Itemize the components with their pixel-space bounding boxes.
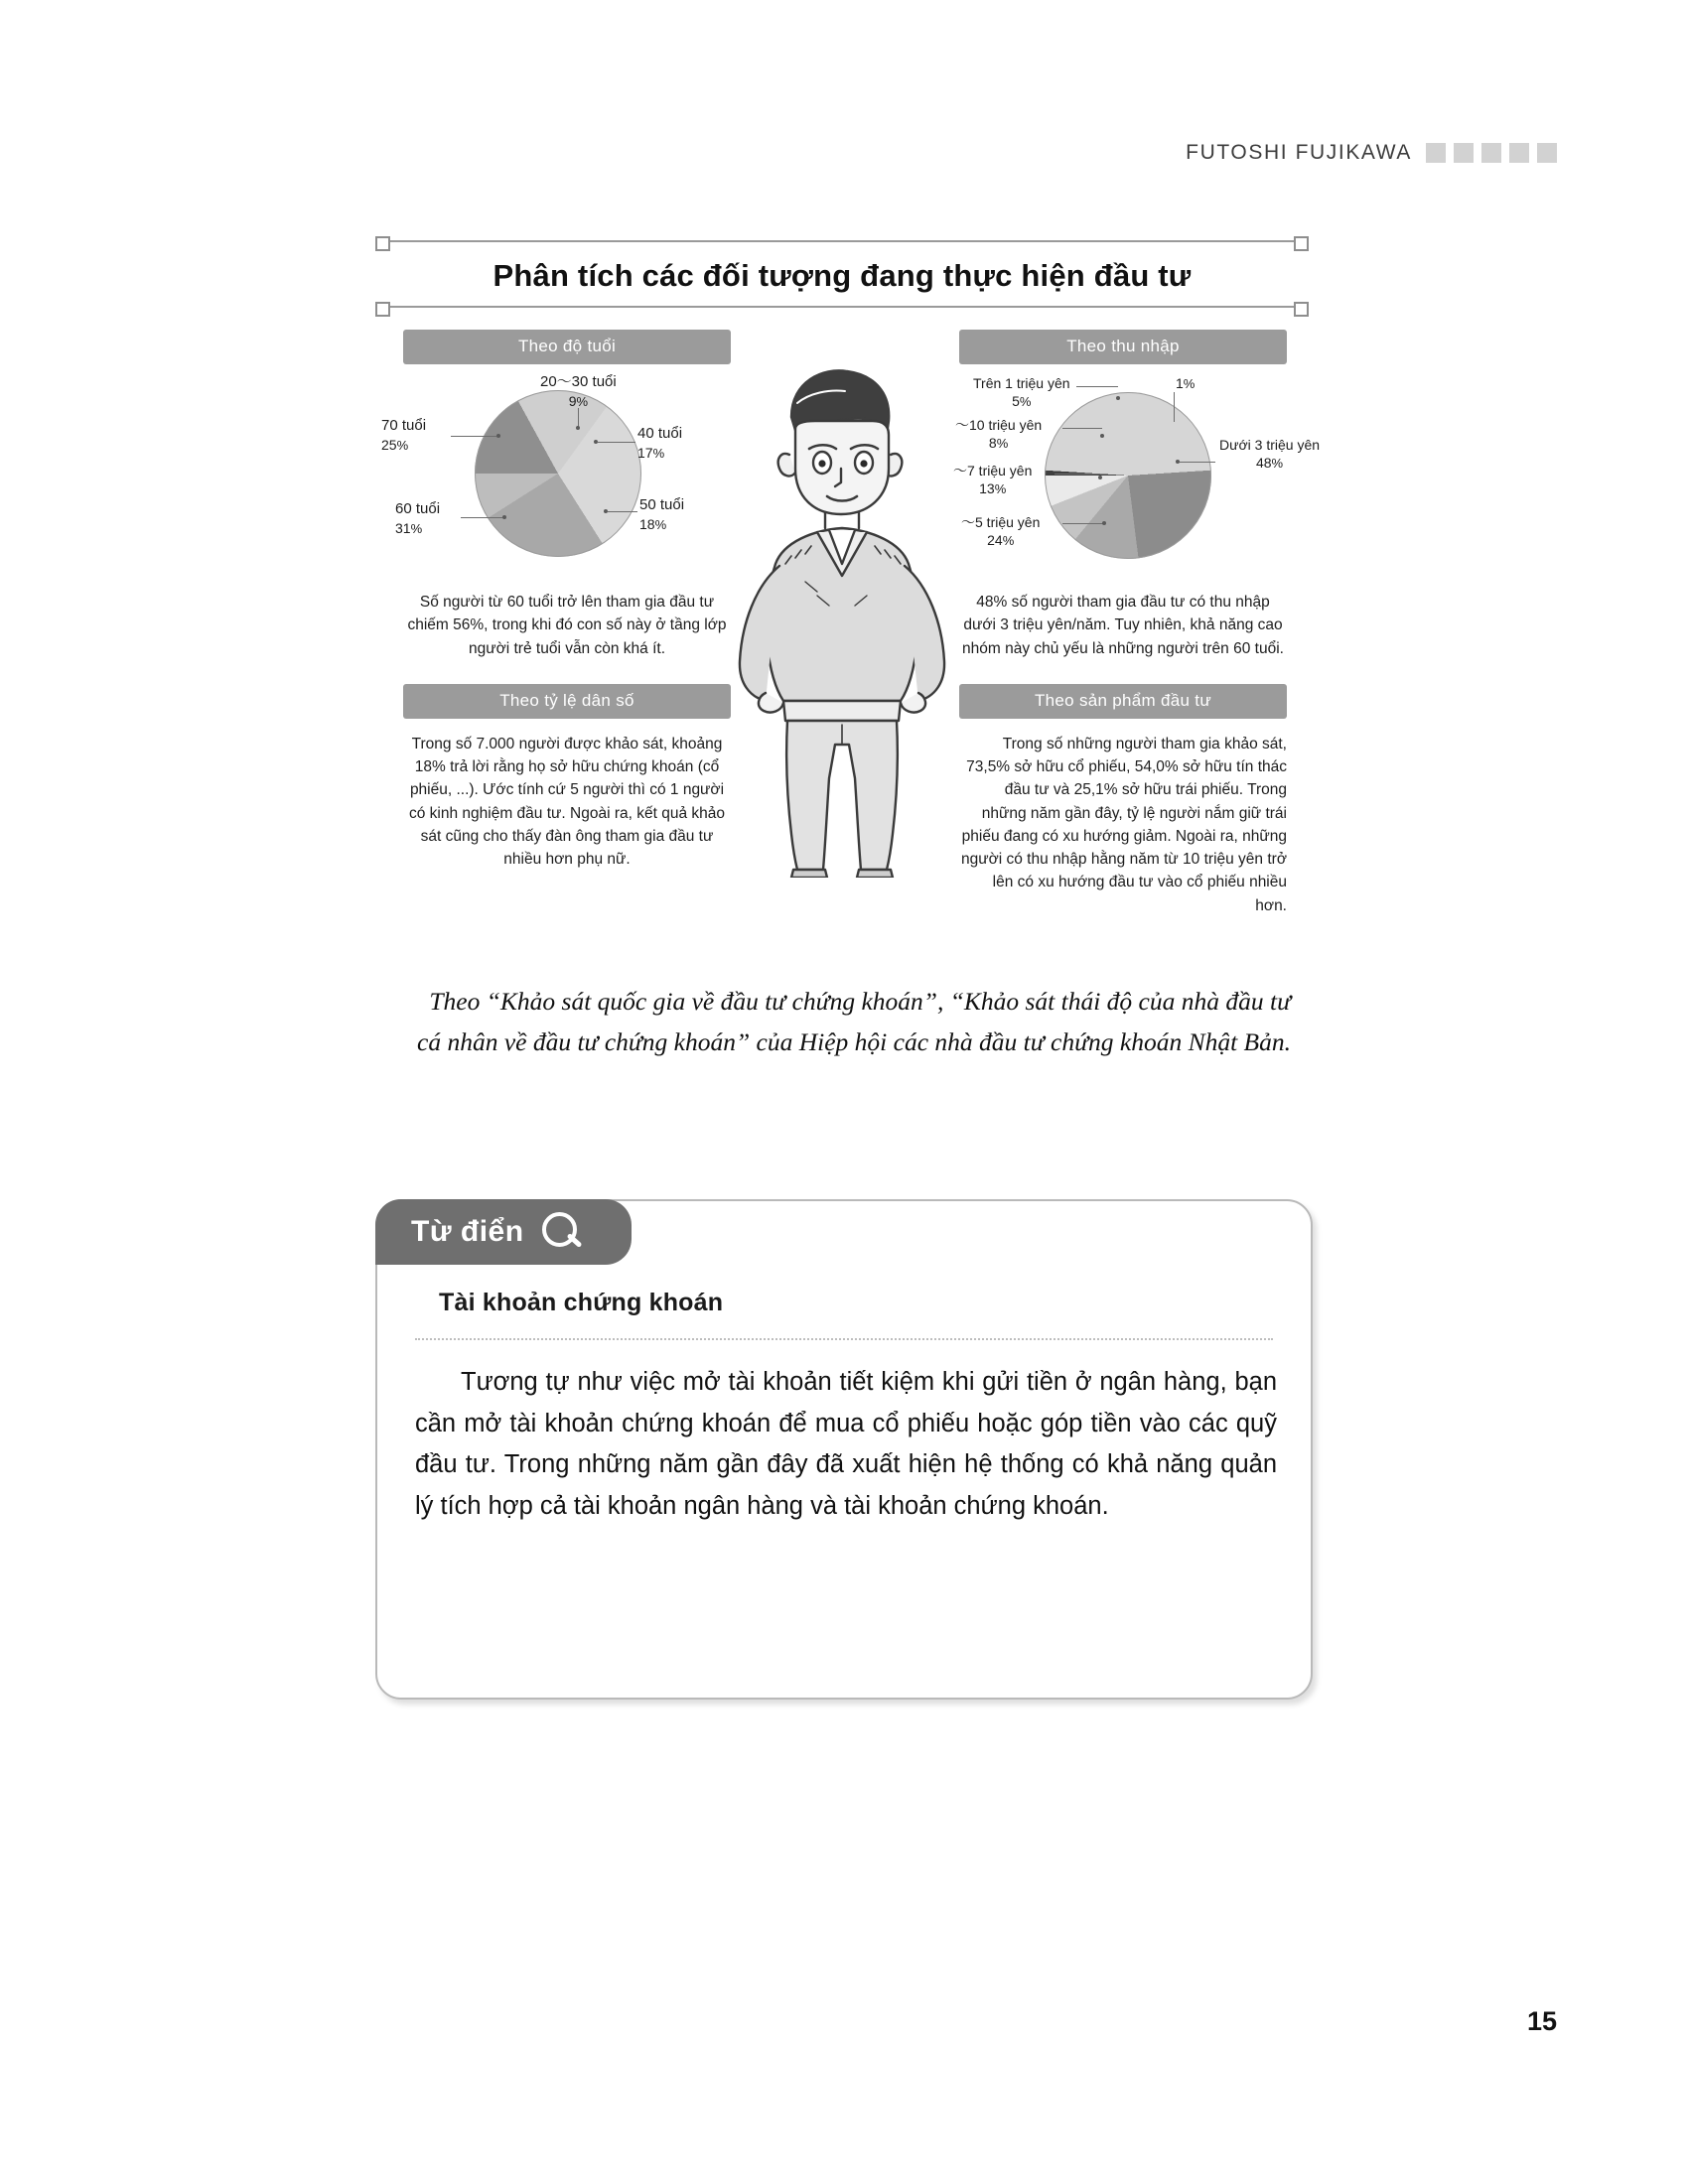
leader-line xyxy=(1180,462,1215,463)
figure-top-rule xyxy=(383,240,1301,242)
pie-income-label-7m: 〜7 triệu yên 13% xyxy=(953,463,1033,497)
dictionary-tab xyxy=(375,1199,632,1265)
pie-chart-age xyxy=(381,373,731,577)
leader-dot xyxy=(576,426,580,430)
header-square xyxy=(1481,143,1501,163)
pie-income-label-over-1m: Trên 1 triệu yên 5% xyxy=(973,375,1070,410)
pie-age-label-50: 50 tuổi 18% xyxy=(639,496,685,532)
leader-line xyxy=(461,517,502,518)
pie-income-label-5m: 〜5 triệu yên 24% xyxy=(961,514,1041,549)
pie-age-slices xyxy=(475,390,641,557)
running-header xyxy=(1186,141,1557,165)
leader-dot xyxy=(1100,434,1104,438)
leader-line xyxy=(608,511,637,512)
rule-endpoint-right xyxy=(1294,236,1309,251)
pie-chart-income xyxy=(953,375,1321,577)
leader-line xyxy=(1062,523,1104,524)
header-square xyxy=(1454,143,1474,163)
dictionary-term: Tài khoản chứng khoán xyxy=(439,1289,724,1316)
rule-endpoint-right xyxy=(1294,302,1309,317)
panel-age xyxy=(381,330,731,871)
panel-age-caption: Số người từ 60 tuổi trở lên tham gia đầu tư chiếm 56%, trong khi đó con số này ở tầng lớp người trẻ tuổi vẫn còn khá ít. xyxy=(407,594,727,657)
header-square xyxy=(1537,143,1557,163)
leader-dot xyxy=(604,509,608,513)
pie-age-label-70: 70 tuổi 25% xyxy=(381,417,427,453)
dictionary-definition-text: Tương tự như việc mở tài khoản tiết kiệm khi gửi tiền ở ngân hàng, bạn cần mở tài khoản chứng khoán để mua cổ phiếu hoặc góp tiền vào các quỹ đầu tư. Trong những năm gần đây đã xuất hiện hệ thống có khả năng quản lý tích hợp cả tài khoản ngân hàng và tài khoản chứng khoán. xyxy=(415,1368,1277,1520)
page-number: 15 xyxy=(1526,2006,1557,2036)
pie-income-label-under-3m: Dưới 3 triệu yên 48% xyxy=(1219,437,1321,472)
source-note: Theo “Khảo sát quốc gia về đầu tư chứng khoán”, “Khảo sát thái độ của nhà đầu tư cá nhân về đầu tư chứng khoán” của Hiệp hội các nhà đầu tư chứng khoán Nhật Bản. xyxy=(417,987,1291,1057)
dictionary-tab-label: Từ điển xyxy=(411,1215,524,1248)
pie-age-label-40: 40 tuổi 17% xyxy=(637,425,683,461)
leader-line xyxy=(598,442,635,443)
panel-income-caption: 48% số người tham gia đầu tư có thu nhập dưới 3 triệu yên/năm. Tuy nhiên, khả năng cao nhóm này chủ yếu là những người trên 60 tuổi. xyxy=(962,594,1284,657)
leader-dot xyxy=(1102,521,1106,525)
leader-line xyxy=(1062,428,1102,429)
leader-dot xyxy=(594,440,598,444)
panel-population-caption: Trong số 7.000 người được khảo sát, khoảng 18% trả lời rằng họ sở hữu chứng khoán (cổ phiếu, ...). Ước tính cứ 5 người thì có 1 người có kinh nghiệm đầu tư. Ngoài ra, kết quả khảo sát cũng cho thấy đàn ông tham gia đầu tư nhiều hơn phụ nữ. xyxy=(409,735,725,868)
pie-income-label-other: 1% xyxy=(1176,375,1196,391)
panel-population-label: Theo tỷ lệ dân số xyxy=(403,684,731,719)
leader-line xyxy=(1076,386,1118,387)
pie-income-label-10m: 〜10 triệu yên 8% xyxy=(955,417,1043,452)
leader-dot xyxy=(1098,476,1102,479)
leader-line xyxy=(1174,392,1175,422)
figure-body xyxy=(375,330,1321,914)
mascot-illustration xyxy=(706,351,964,878)
header-author-name: FUTOSHI FUJIKAWA xyxy=(1186,141,1412,164)
figure-title: Phân tích các đối tượng đang thực hiện đầu tư xyxy=(492,258,1192,293)
panel-product-label: Theo sản phẩm đầu tư xyxy=(959,684,1287,719)
pie-age-label-60: 60 tuổi 31% xyxy=(395,500,441,536)
leader-line xyxy=(578,408,579,428)
header-decorative-squares xyxy=(1426,143,1557,163)
leader-line xyxy=(451,436,496,437)
leader-dot xyxy=(1176,460,1180,464)
dictionary-divider xyxy=(415,1338,1273,1340)
panel-product-caption: Trong số những người tham gia khảo sát, 73,5% sở hữu cổ phiếu, 54,0% sở hữu tín thác đầu tư và 25,1% sở hữu trái phiếu. Trong những năm gần đây, tỷ lệ người nắm giữ trái phiếu đang có xu hướng giảm. Ngoài ra, những người có thu nhập hằng năm từ 10 triệu yên trở lên có xu hướng đầu tư vào cổ phiếu nhiều hơn. xyxy=(960,735,1287,914)
search-icon xyxy=(540,1210,584,1254)
rule-endpoint-left xyxy=(375,236,390,251)
leader-dot xyxy=(496,434,500,438)
figure-bottom-rule xyxy=(383,306,1301,308)
header-square xyxy=(1426,143,1446,163)
dictionary-definition xyxy=(415,1362,1277,1527)
figure-block xyxy=(375,240,1321,914)
leader-line xyxy=(1055,474,1100,475)
rule-endpoint-left xyxy=(375,302,390,317)
panel-income xyxy=(953,330,1321,917)
dictionary-card xyxy=(375,1199,1313,1700)
panel-age-label: Theo độ tuổi xyxy=(403,330,731,364)
pie-age-label-20-30: 20〜30 tuổi 9% xyxy=(540,373,617,409)
leader-dot xyxy=(502,515,506,519)
panel-income-label: Theo thu nhập xyxy=(959,330,1287,364)
pie-income-slices xyxy=(1045,392,1211,559)
leader-dot xyxy=(1116,396,1120,400)
header-square xyxy=(1509,143,1529,163)
